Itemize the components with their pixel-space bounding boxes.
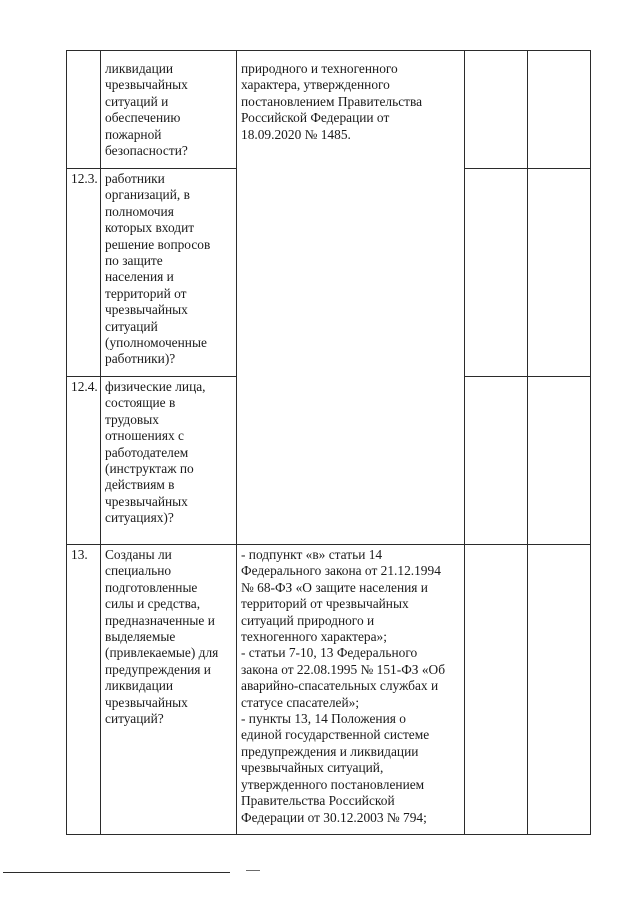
- question-text: физические лица, состоящие в трудовых отношениях с работодателем (инструктаж по действиям в чрезвычайных ситуациях)?: [105, 379, 206, 526]
- answer-cell: [465, 169, 528, 377]
- legal-basis-text: - подпункт «в» статьи 14 Федерального закона от 21.12.1994 № 68-ФЗ «О защите населения и территорий от чрезвычайных ситуаций природного и техногенного характера»; - статьи 7-10, 13 Федерального закона от 22.08.1995 № 151-ФЗ «Об аварийно-спасательных службах и статусе спасателей»; - пункты 13, 14 Положения о единой государственной системе предупреждения и ликвидации чрезвычайных ситуаций, утвержденного постановлением Правительства Российской Федерации от 30.12.2003 № 794;: [241, 547, 446, 825]
- footnote-separator: [3, 872, 230, 873]
- legal-basis-cell: [237, 545, 465, 835]
- answer-cell: [465, 377, 528, 545]
- note-cell: [528, 545, 591, 835]
- table-row: [67, 545, 591, 835]
- item-number: 13.: [71, 547, 88, 562]
- table-row: [67, 51, 591, 169]
- question-cell: [101, 51, 237, 169]
- item-number-cell: [67, 545, 101, 835]
- question-text: Созданы ли специально подготовленные силы и средства, предназначенные и выделяемые (привлекаемые) для предупреждения и ликвидации чрезвычайных ситуаций?: [105, 547, 219, 727]
- answer-cell: [465, 545, 528, 835]
- note-cell: [528, 51, 591, 169]
- question-cell: [101, 545, 237, 835]
- item-number-cell: [67, 51, 101, 169]
- legal-basis-cell: [237, 51, 465, 545]
- question-text: работники организаций, в полномочия которых входит решение вопросов по защите населения и территорий от чрезвычайных ситуаций (уполномоченные работники)?: [105, 171, 211, 367]
- checklist-table: [66, 50, 591, 835]
- answer-cell: [465, 51, 528, 169]
- scan-mark: [246, 870, 260, 871]
- question-cell: [101, 377, 237, 545]
- item-number-cell: [67, 169, 101, 377]
- question-text: ликвидации чрезвычайных ситуаций и обеспечению пожарной безопасности?: [105, 61, 188, 159]
- question-cell: [101, 169, 237, 377]
- item-number: 12.3.: [71, 171, 98, 186]
- item-number: 12.4.: [71, 379, 98, 394]
- note-cell: [528, 169, 591, 377]
- legal-basis-text: природного и техногенного характера, утвержденного постановлением Правительства Российской Федерации от 18.09.2020 № 1485.: [241, 61, 423, 142]
- note-cell: [528, 377, 591, 545]
- item-number-cell: [67, 377, 101, 545]
